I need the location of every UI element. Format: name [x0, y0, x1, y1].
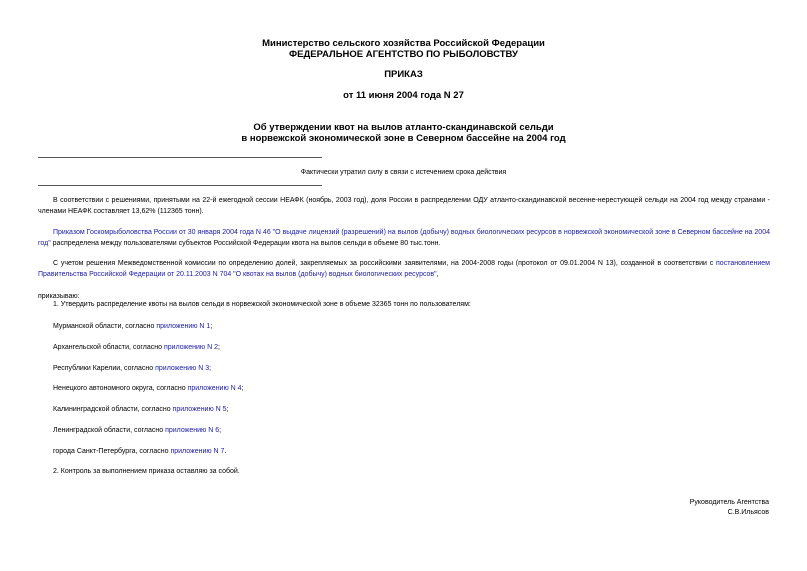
status-note: Фактически утратил силу в связи с истечением срока действия — [300, 169, 507, 176]
appendix-2-link[interactable]: приложению N 2 — [163, 344, 218, 351]
resolution-704-link[interactable]: постановлением Правительства Российской Федерации от 20.11.2003 N 704 "О квотах на вылов (добычу) водных биологических ресурсов" — [38, 260, 770, 278]
preamble-paragraph-1: В соответствии с решениями, принятыми на 22-й ежегодной сессии НЕАФК (ноябрь, 2003 год), доля России в распределении ОДУ атланто-скандинавской весенне-нерестующей сельди на 2004 год между странами - членами НЕАФК составляет 13,62% (112365 тонн). — [38, 197, 770, 215]
appendix-4-link[interactable]: приложению N 4 — [187, 385, 242, 392]
orders-word: приказываю: — [38, 293, 80, 300]
recipient-item: Мурманской области, согласно приложению N 1; — [53, 323, 213, 330]
signature-name: С.В.Ильясов — [727, 509, 769, 516]
preamble-paragraph-3: С учетом решения Межведомственной комиссии по определению долей, закрепляемых за российскими заявителями, на 2004-2008 годы (протокол от 09.01.2004 N 13), созданной в соответствии с постановлением Правительства Российской Федерации от 20.11.2003 N 704 "О квотах на вылов (добычу) водных биологических ресурсов", — [38, 260, 770, 278]
document-title-line2: в норвежской экономической зоне в Северном бассейне на 2004 год — [241, 133, 566, 144]
divider-bottom — [38, 185, 322, 186]
document-title-line1: Об утверждении квот на вылов атланто-скандинавской сельди — [253, 122, 554, 133]
recipient-item: Калининградской области, согласно приложению N 5; — [53, 406, 229, 413]
divider-top — [38, 157, 322, 158]
appendix-5-link[interactable]: приложению N 5 — [172, 406, 227, 413]
preamble-paragraph-2: Приказом Госкомрыболовства России от 30 января 2004 года N 46 "О выдаче лицензий (разрешений) на вылов (добычу) водных биологических ресурсов в норвежской экономической зоне в Северном бассейне на 2004 год" распределена между пользователями субъектов Российской Федерации квота на вылов сельди в объеме 80 тыс.тонн. — [38, 229, 770, 247]
document-date: от 11 июня 2004 года N 27 — [343, 90, 464, 101]
recipient-item: Ленинградской области, согласно приложению N 6; — [53, 427, 222, 434]
ministry-name: Министерство сельского хозяйства Российской Федерации — [262, 38, 545, 49]
clause-2: 2. Контроль за выполнением приказа оставляю за собой. — [53, 468, 240, 475]
document-type: ПРИКАЗ — [384, 69, 423, 80]
appendix-3-link[interactable]: приложению N 3 — [155, 365, 210, 372]
recipient-item: Архангельской области, согласно приложению N 2; — [53, 344, 220, 351]
recipient-item: Республики Карелии, согласно приложению N 3; — [53, 365, 212, 372]
clause-1: 1. Утвердить распределение квоты на вылов сельди в норвежской экономической зоне в объеме 32365 тонн по пользователям: — [53, 301, 471, 308]
appendix-7-link[interactable]: приложению N 7 — [170, 448, 225, 455]
recipient-item: города Санкт-Петербурга, согласно приложению N 7. — [53, 448, 227, 455]
order-46-link[interactable]: Приказом Госкомрыболовства России от 30 января 2004 года N 46 "О выдаче лицензий (разрешений) на вылов (добычу) водных биологических ресурсов в норвежской экономической зоне в Северном бассейне на 2004 год" — [38, 229, 770, 247]
agency-name: ФЕДЕРАЛЬНОЕ АГЕНТСТВО ПО РЫБОЛОВСТВУ — [289, 49, 518, 60]
recipient-item: Ненецкого автономного округа, согласно приложению N 4; — [53, 385, 244, 392]
appendix-1-link[interactable]: приложению N 1 — [156, 323, 211, 330]
signature-position: Руководитель Агентства — [689, 499, 769, 506]
appendix-6-link[interactable]: приложению N 6 — [165, 427, 220, 434]
